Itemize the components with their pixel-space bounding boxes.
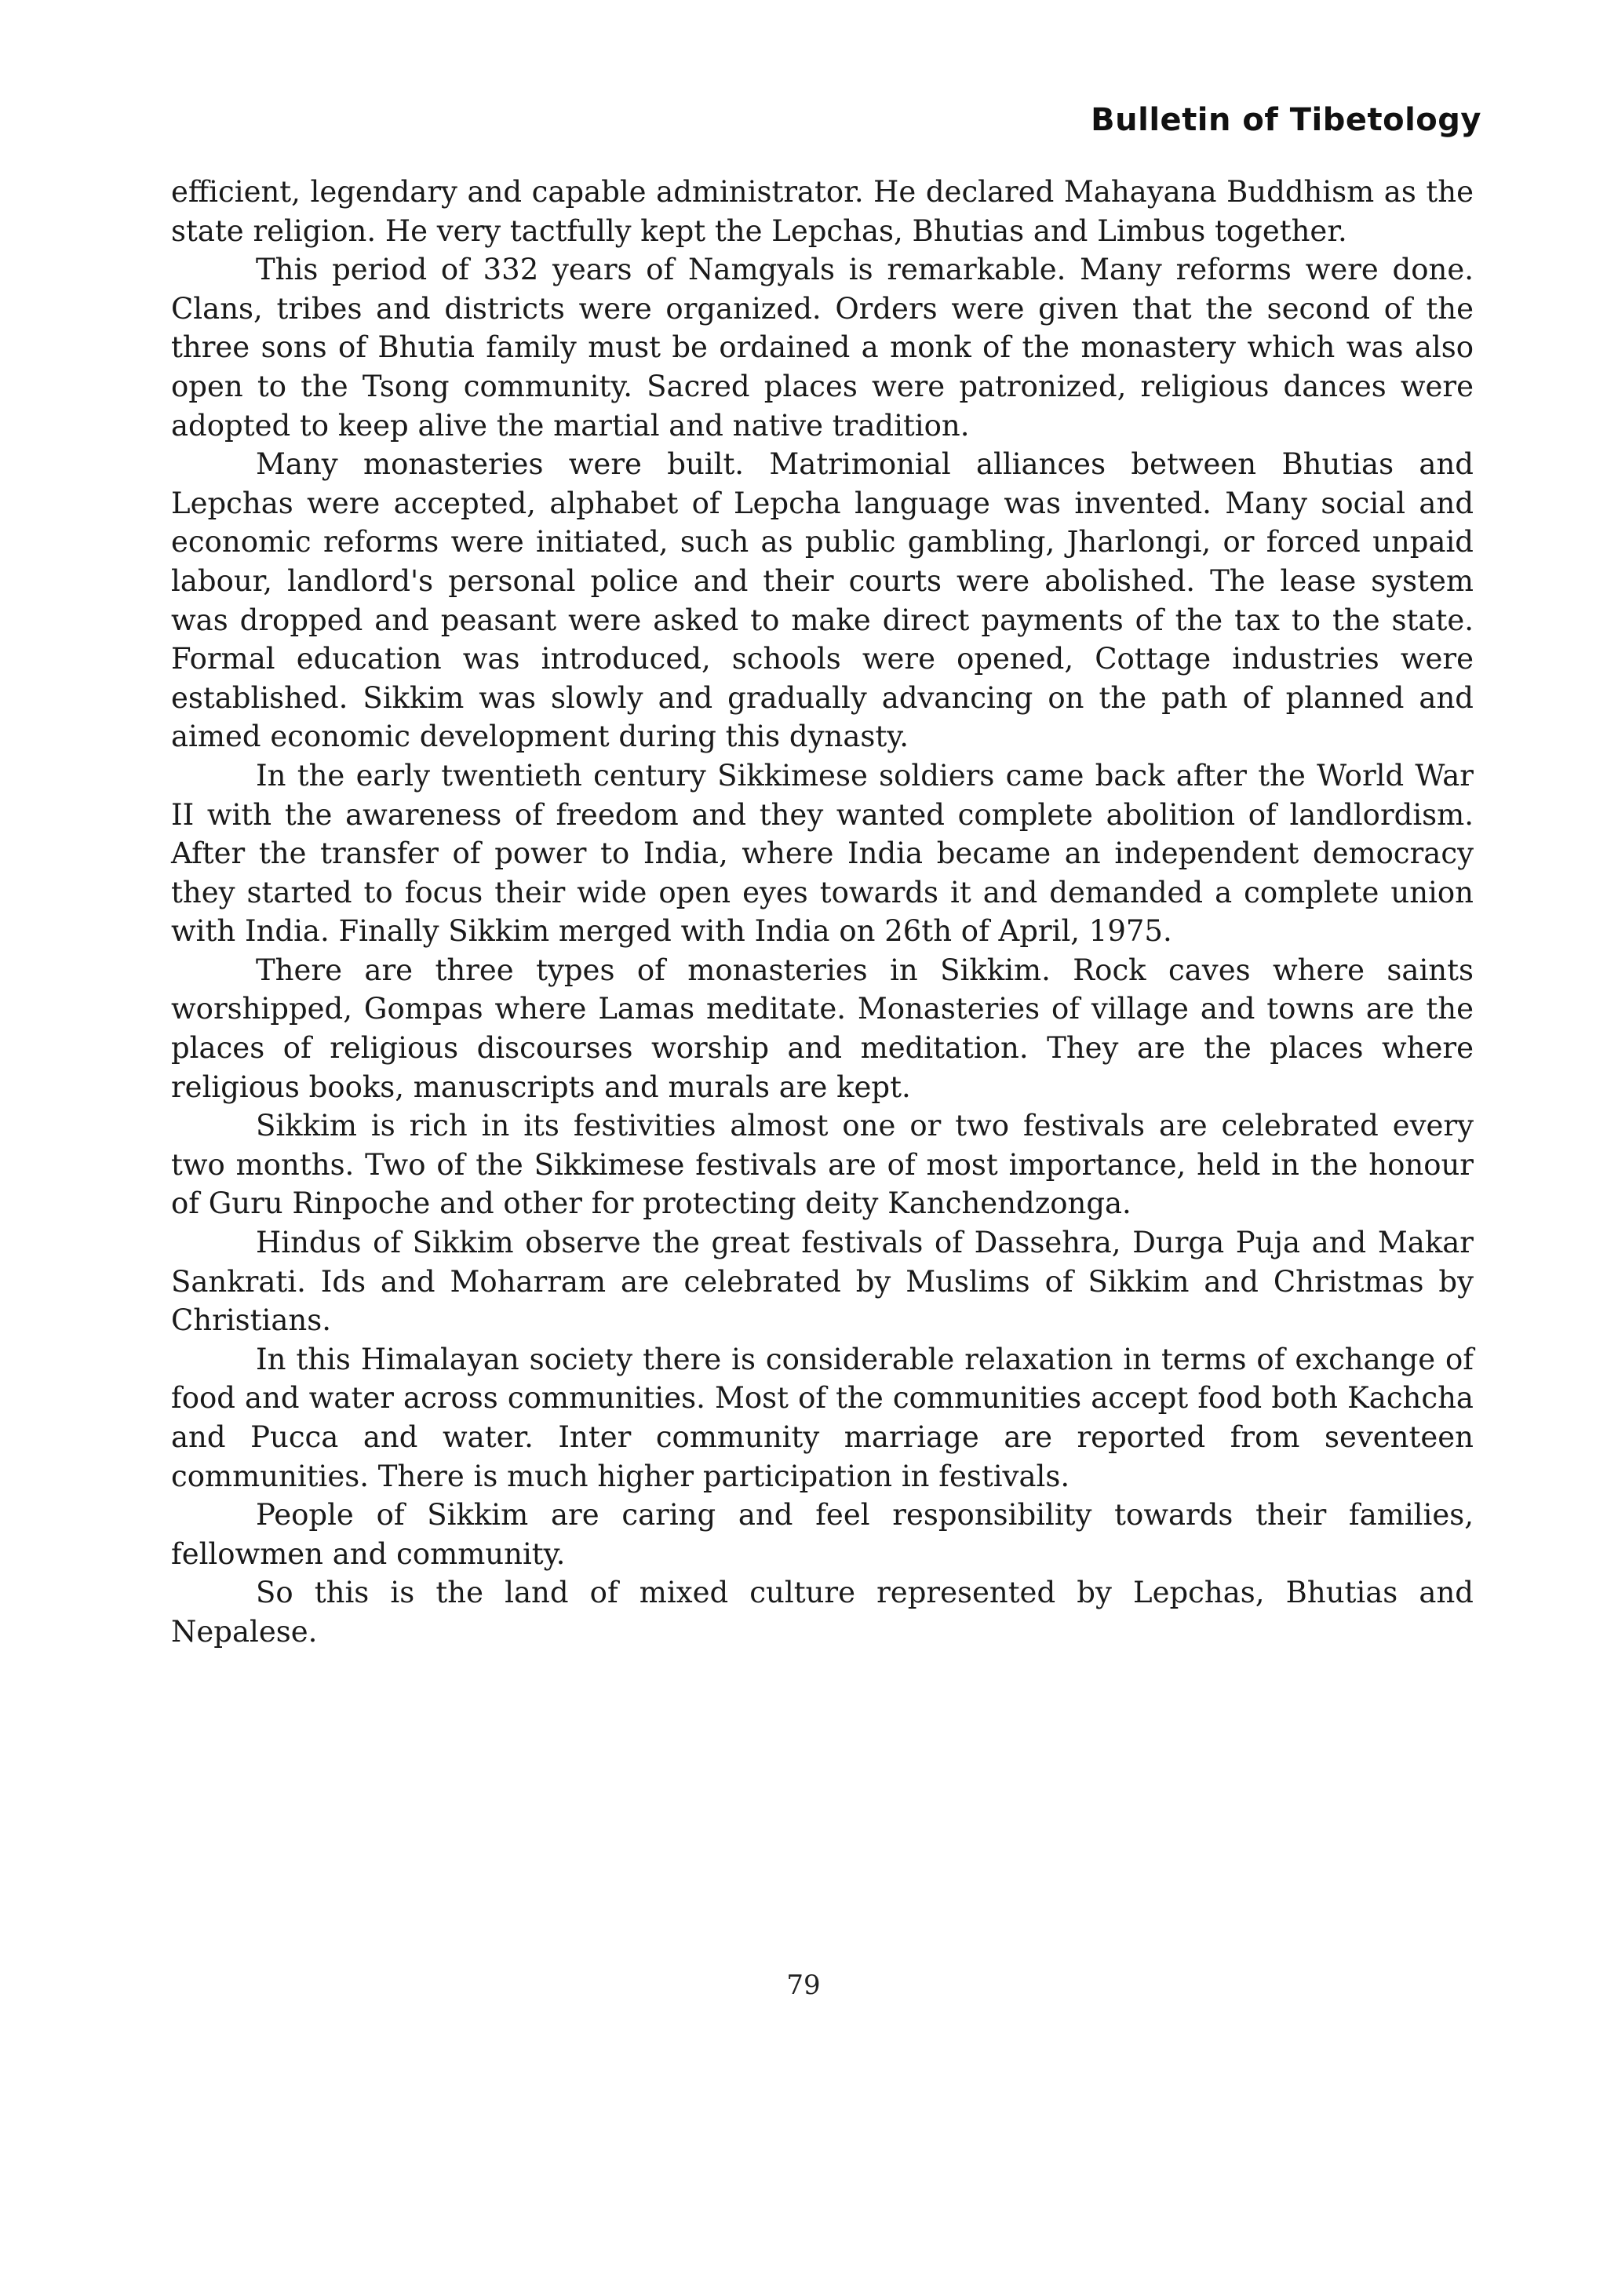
journal-header-title: Bulletin of Tibetology bbox=[1091, 102, 1481, 138]
paragraph: This period of 332 years of Namgyals is remarkable. Many reforms were done. Clans, tribes and districts were organized. Orders were given that the second of the three sons of Bhutia family must be ordained a monk of the monastery which was also open to the Tsong community. Sacred places were patronized, religious dances were adopted to keep alive the martial and native tradition. bbox=[171, 253, 1474, 443]
paragraph: People of Sikkim are caring and feel responsibility towards their families, fellowmen and community. bbox=[171, 1498, 1474, 1571]
paragraph: In the early twentieth century Sikkimese soldiers came back after the World War II with the awareness of freedom and they wanted complete abolition of landlordism. After the transfer of power to India, where India became an independent democracy they started to focus their wide open eyes towards it and demanded a complete union with India. Finally Sikkim merged with India on 26th of April, 1975. bbox=[171, 758, 1474, 949]
paragraph-continuation: efficient, legendary and capable administrator. He declared Mahayana Buddhism as the state religion. He very tactfully kept the Lepchas, Bhutias and Limbus together. bbox=[171, 175, 1474, 248]
page-number: 79 bbox=[786, 1970, 821, 2001]
paragraph: There are three types of monasteries in Sikkim. Rock caves where saints worshipped, Gompas where Lamas meditate. Monasteries of village and towns are the places of religious discourses worship and meditation. They are the places where religious books, manuscripts and murals are kept. bbox=[171, 953, 1474, 1104]
article-body bbox=[171, 173, 1474, 1652]
paragraph: Sikkim is rich in its festivities almost one or two festivals are celebrated every two months. Two of the Sikkimese festivals are of most importance, held in the honour of Guru Rinpoche and other for protecting deity Kanchendzonga. bbox=[171, 1109, 1474, 1221]
paragraph: Hindus of Sikkim observe the great festivals of Dassehra, Durga Puja and Makar Sankrati. Ids and Moharram are celebrated by Muslims of Sikkim and Christmas by Christians. bbox=[171, 1226, 1474, 1338]
paragraph: Many monasteries were built. Matrimonial alliances between Bhutias and Lepchas were accepted, alphabet of Lepcha language was invented. Many social and economic reforms were initiated, such as public gambling, Jharlongi, or forced unpaid labour, landlord's personal police and their courts were abolished. The lease system was dropped and peasant were asked to make direct payments of the tax to the state. Formal education was introduced, schools were opened, Cottage industries were established. Sikkim was slowly and gradually advancing on the path of planned and aimed economic development during this dynasty. bbox=[171, 447, 1474, 754]
paragraph: In this Himalayan society there is considerable relaxation in terms of exchange of food and water across communities. Most of the communities accept food both Kachcha and Pucca and water. Inter community marriage are reported from seventeen communities. There is much higher participation in festivals. bbox=[171, 1342, 1474, 1493]
paragraph: So this is the land of mixed culture represented by Lepchas, Bhutias and Nepalese. bbox=[171, 1576, 1474, 1649]
